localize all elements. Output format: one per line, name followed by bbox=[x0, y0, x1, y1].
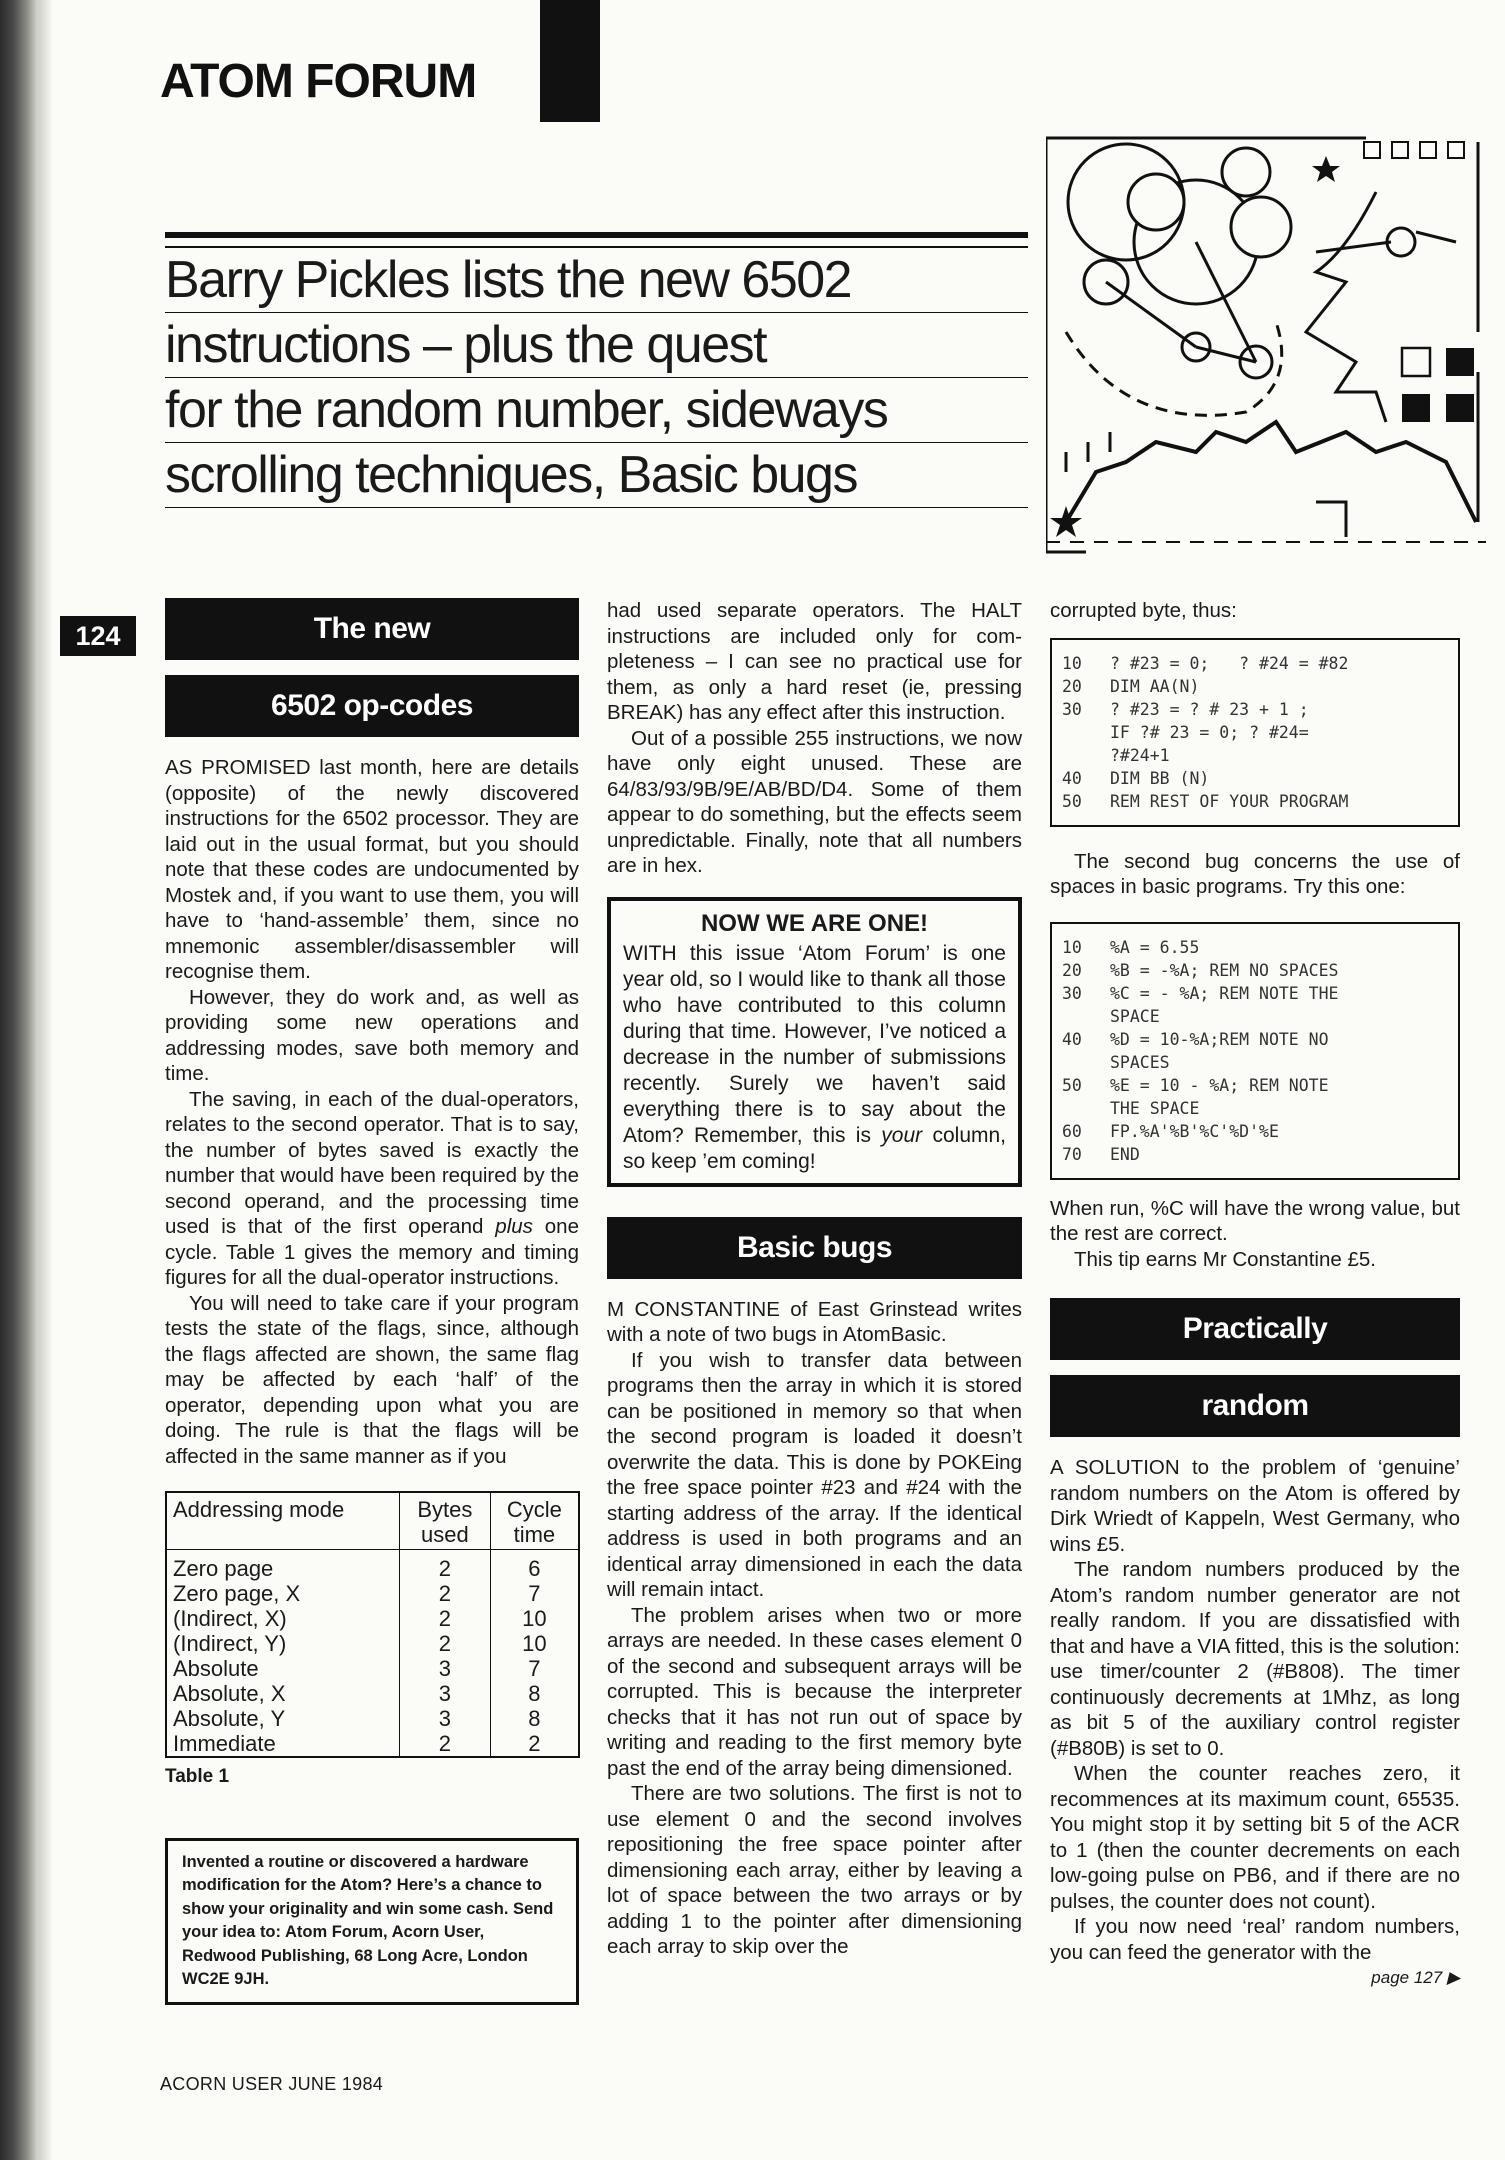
table-cell: 2 bbox=[400, 1731, 491, 1757]
continued-page-ref: page 127 ▶ bbox=[1371, 1968, 1460, 1987]
section-heading: Practically bbox=[1050, 1298, 1460, 1360]
paragraph-text: The saving, in each of the dual-operators, relates to the second operator. That is to say, the number of bytes saved is exactly the number that would have been required by the second operand, and the processing time used is that of the first operand bbox=[165, 1087, 579, 1238]
table-cell: 2 bbox=[400, 1581, 491, 1606]
table-row bbox=[166, 1550, 579, 1582]
column-3 bbox=[1050, 598, 1460, 1991]
paragraph bbox=[165, 1087, 579, 1291]
column-2 bbox=[607, 598, 1022, 1960]
code-line bbox=[1062, 1074, 1448, 1120]
table-cell: 2 bbox=[490, 1731, 579, 1757]
headline-line: scrolling techniques, Basic bugs bbox=[165, 443, 1028, 508]
column-1 bbox=[165, 598, 579, 2005]
table-header: Bytes used bbox=[400, 1492, 491, 1550]
anniversary-note-box bbox=[607, 897, 1022, 1187]
table-row bbox=[166, 1606, 579, 1631]
section-heading: random bbox=[1050, 1375, 1460, 1437]
emphasis: plus bbox=[495, 1215, 533, 1238]
paragraph: corrupted byte, thus: bbox=[1050, 599, 1237, 622]
promo-box: Invented a routine or discovered a hardware modification for the Atom? Here’s a chance to show your originality and win some cash. Send your idea to: Atom Forum, Acorn User, Redwood Publishing, 68 Long Acre, London WC2E 9JH. bbox=[165, 1838, 579, 2005]
table-cell: Immediate bbox=[166, 1731, 400, 1757]
line-number: 40 bbox=[1062, 768, 1082, 788]
paragraph: The random numbers produced by the Atom’s random number generator are not really random. If you are dissatisfied with that and have a VIA fitted, this is the solution: use timer/counter 2 (#B808). The timer continuously decrements at 1Mhz, as long as bit 5 of the auxiliary control register (#B80B) is set to 0. bbox=[1050, 1558, 1460, 1760]
paragraph: This tip earns Mr Constantine £5. bbox=[1074, 1247, 1376, 1271]
line-number: 30 bbox=[1062, 983, 1082, 1003]
table-header-row bbox=[166, 1492, 579, 1550]
binding-spine bbox=[0, 0, 38, 2160]
code-line bbox=[1062, 1143, 1448, 1166]
table-cell: 2 bbox=[400, 1606, 491, 1631]
table-cell: 6 bbox=[490, 1550, 579, 1582]
masthead-block bbox=[540, 0, 600, 122]
note-text-part: column, so keep ’em coming! bbox=[623, 1123, 1006, 1173]
section-heading: Basic bugs bbox=[607, 1217, 1022, 1279]
paragraph: M CONSTANTINE of East Grinstead writes with a note of two bugs in AtomBasic. bbox=[607, 1297, 1022, 1346]
code-line bbox=[1062, 936, 1448, 959]
emphasis: your bbox=[881, 1123, 923, 1147]
code-listing-1 bbox=[1050, 638, 1460, 827]
table-cell: 2 bbox=[400, 1631, 491, 1656]
table-cell: Absolute, Y bbox=[166, 1706, 400, 1731]
table-cell: 8 bbox=[490, 1681, 579, 1706]
line-number: 50 bbox=[1062, 791, 1082, 811]
line-number: 10 bbox=[1062, 937, 1082, 957]
code-line bbox=[1062, 767, 1448, 790]
paragraph: If you wish to transfer data between programs then the array in which it is stored can be positioned in memory so that when the second program is loaded it doesn’t overwrite the data. This is done by POKEing the free space pointer #23 and #24 with the starting address of the array. If the identical address is used in both programs and an identical array dimensioned in each the data will remain intact. bbox=[607, 1348, 1022, 1601]
code-text: DIM AA(N) bbox=[1110, 676, 1200, 696]
headline-line: Barry Pickles lists the new 6502 bbox=[165, 248, 1028, 313]
code-text: ? #23 = ? # 23 + 1 ; IF ?# 23 = 0; ? #24= ?#24+1 bbox=[1110, 699, 1309, 765]
headline-line: for the random number, sideways bbox=[165, 378, 1028, 443]
table-cell: 7 bbox=[490, 1581, 579, 1606]
page-number: 124 bbox=[60, 616, 136, 656]
section-heading: The new bbox=[165, 598, 579, 660]
headline-rule bbox=[165, 232, 1028, 238]
table-1 bbox=[165, 1491, 580, 1758]
table-header: Addressing mode bbox=[166, 1492, 400, 1550]
line-number: 10 bbox=[1062, 653, 1082, 673]
paragraph: When the counter reaches zero, it recommences at its maximum count, 65535. You might stop it by setting bit 5 of the ACR to 1 (then the counter decrements on each low-going pulse on PB6, and if there are no pulses, the counter does not count). bbox=[1050, 1762, 1460, 1913]
table-cell: Absolute bbox=[166, 1656, 400, 1681]
line-number: 30 bbox=[1062, 699, 1082, 719]
table-cell: 7 bbox=[490, 1656, 579, 1681]
paragraph: The problem arises when two or more arrays are needed. In these cases element 0 of the second and subsequent arrays will be corrupted. This is because the interpreter checks that it has not run out of space by writing and reading to the first memory byte past the end of the array being dimensioned. bbox=[607, 1603, 1022, 1780]
table-row bbox=[166, 1581, 579, 1606]
code-text: %A = 6.55 bbox=[1110, 937, 1200, 957]
section-heading: 6502 op-codes bbox=[165, 675, 579, 737]
table-cell: Absolute, X bbox=[166, 1681, 400, 1706]
table-cell: Zero page, X bbox=[166, 1581, 400, 1606]
table-cell: 3 bbox=[400, 1706, 491, 1731]
paragraph: However, they do work and, as well as providing some new operations and addressing modes, save both memory and time. bbox=[165, 985, 579, 1085]
code-line bbox=[1062, 652, 1448, 675]
table-row bbox=[166, 1631, 579, 1656]
line-number: 40 bbox=[1062, 1029, 1082, 1049]
code-text: %C = - %A; REM NOTE THE SPACE bbox=[1110, 983, 1339, 1026]
code-text: END bbox=[1110, 1144, 1140, 1164]
code-text: %E = 10 - %A; REM NOTE THE SPACE bbox=[1110, 1075, 1329, 1118]
paragraph: A SOLUTION to the problem of ‘genuine’ random numbers on the Atom is offered by Dirk Wriedt of Kappeln, West Germany, who wins £5. bbox=[1050, 1456, 1460, 1556]
line-number: 20 bbox=[1062, 676, 1082, 696]
table-cell: 3 bbox=[400, 1681, 491, 1706]
table-row bbox=[166, 1681, 579, 1706]
note-title: NOW WE ARE ONE! bbox=[700, 909, 929, 937]
line-number: 20 bbox=[1062, 960, 1082, 980]
code-line bbox=[1062, 675, 1448, 698]
paragraph: AS PROMISED last month, here are details (opposite) of the newly discovered instructions for the 6502 processor. They are laid out in the usual format, but you should note that these codes are undocumented by Mostek and, if you want to use them, you will have to ‘hand-assemble’ them, since no mnemonic assembler/disassembler will recognise them. bbox=[165, 756, 579, 983]
table-body bbox=[166, 1550, 579, 1758]
table-cell: 8 bbox=[490, 1706, 579, 1731]
paragraph: had used separate operators. The HALT instructions are included only for completeness – I can see no practical use for them, as only a hard reset (ie, pressing BREAK) has any effect after this instruction. bbox=[607, 599, 1022, 724]
table-caption: Table 1 bbox=[165, 1766, 230, 1787]
code-line bbox=[1062, 1028, 1448, 1074]
robot-illustration bbox=[1046, 132, 1486, 560]
paragraph-text: one cycle. Table 1 gives the memory and timing figures for all the dual-operator instructions. bbox=[165, 1215, 579, 1289]
paragraph: When run, %C will have the wrong value, but the rest are correct. bbox=[1050, 1196, 1460, 1245]
code-line bbox=[1062, 1120, 1448, 1143]
code-line bbox=[1062, 790, 1448, 813]
code-line bbox=[1062, 698, 1448, 767]
code-line bbox=[1062, 982, 1448, 1028]
table-cell: 10 bbox=[490, 1606, 579, 1631]
table-cell: (Indirect, X) bbox=[166, 1606, 400, 1631]
paragraph: The second bug concerns the use of spaces in basic programs. Try this one: bbox=[1050, 849, 1460, 898]
table-row bbox=[166, 1706, 579, 1731]
note-text bbox=[623, 941, 1006, 1175]
code-text: %B = -%A; REM NO SPACES bbox=[1110, 960, 1339, 980]
table-header: Cycle time bbox=[490, 1492, 579, 1550]
code-line bbox=[1062, 959, 1448, 982]
headline bbox=[165, 232, 1028, 508]
paragraph: If you now need ‘real’ random numbers, you can feed the generator with the bbox=[1050, 1915, 1460, 1964]
page-edge-shadow bbox=[38, 0, 52, 2160]
table-cell: 2 bbox=[400, 1550, 491, 1582]
headline-line: instructions – plus the quest bbox=[165, 313, 1028, 378]
code-text: FP.%A'%B'%C'%D'%E bbox=[1110, 1121, 1279, 1141]
table-cell: 3 bbox=[400, 1656, 491, 1681]
note-text-part: WITH this issue ‘Atom Forum’ is one year old, so I would like to thank all those who have contributed to this column during that time. However, I’ve noticed a decrease in the number of submissions recently. Surely we haven’t said everything there is to say about the Atom? Remember, this is bbox=[623, 941, 1006, 1147]
line-number: 50 bbox=[1062, 1075, 1082, 1095]
table-cell: 10 bbox=[490, 1631, 579, 1656]
table-cell: (Indirect, Y) bbox=[166, 1631, 400, 1656]
table-row bbox=[166, 1656, 579, 1681]
paragraph: Out of a possible 255 instructions, we now have only eight unused. These are 64/83/93/9B/9E/AB/BD/D4. Some of them appear to do something, but the effects seem unpredictable. Finally, note that all numbers are in hex. bbox=[607, 726, 1022, 877]
code-text: ? #23 = 0; ? #24 = #82 bbox=[1110, 653, 1349, 673]
code-text: REM REST OF YOUR PROGRAM bbox=[1110, 791, 1349, 811]
line-number: 60 bbox=[1062, 1121, 1082, 1141]
paragraph: There are two solutions. The first is not to use element 0 and the second involves repositioning the free space pointer after dimensioning each array, either by leaving a lot of space between the two arrays or by adding 1 to the pointer after dimensioning each array to skip over the bbox=[607, 1782, 1022, 1958]
table-cell: Zero page bbox=[166, 1550, 400, 1582]
code-text: DIM BB (N) bbox=[1110, 768, 1210, 788]
table-row bbox=[166, 1731, 579, 1757]
code-text: %D = 10-%A;REM NOTE NO SPACES bbox=[1110, 1029, 1329, 1072]
footer: ACORN USER JUNE 1984 bbox=[160, 2074, 384, 2094]
masthead: ATOM FORUM bbox=[160, 55, 477, 108]
paragraph: You will need to take care if your program tests the state of the flags, since, although the flags affected are shown, the same flag may be affected by each ‘half’ of the operator, depending upon what you are doing. The rule is that the flags will be affected in the same manner as if you bbox=[165, 1291, 579, 1468]
code-listing-2 bbox=[1050, 922, 1460, 1180]
line-number: 70 bbox=[1062, 1144, 1082, 1164]
